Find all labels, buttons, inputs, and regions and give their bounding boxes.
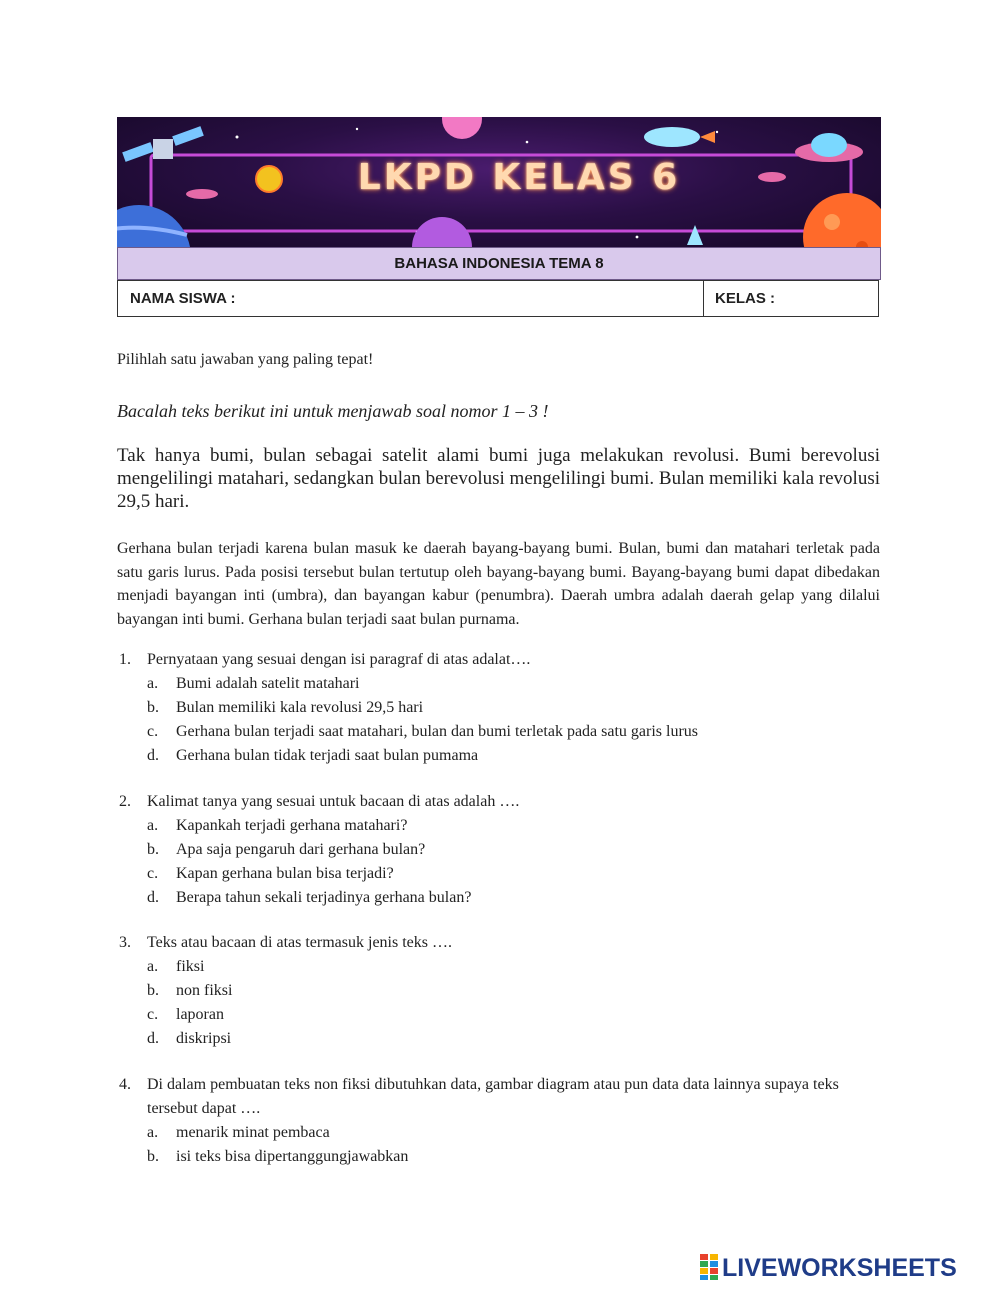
subject-title: BAHASA INDONESIA TEMA 8 bbox=[117, 247, 881, 280]
option-text: Bulan memiliki kala revolusi 29,5 hari bbox=[176, 699, 424, 716]
option-letter: b. bbox=[147, 1148, 159, 1165]
option-text: Gerhana bulan tidak terjadi saat bulan pumama bbox=[176, 747, 479, 764]
option-text: Berapa tahun sekali terjadinya gerhana bulan? bbox=[176, 889, 472, 906]
option-text: laporan bbox=[176, 1006, 224, 1023]
question-3 bbox=[117, 931, 880, 1051]
option-letter: a. bbox=[147, 817, 159, 834]
option-text: Kapan gerhana bulan bisa terjadi? bbox=[176, 865, 394, 882]
option-text: menarik minat pembaca bbox=[176, 1124, 330, 1141]
question-number: 2. bbox=[119, 793, 131, 810]
question-number: 3. bbox=[119, 934, 131, 951]
option-letter: d. bbox=[147, 747, 159, 764]
option-letter: d. bbox=[147, 1030, 159, 1047]
rocket-icon bbox=[644, 127, 715, 147]
option-c[interactable] bbox=[117, 862, 880, 886]
student-info-row bbox=[117, 280, 879, 317]
option-letter: c. bbox=[147, 865, 159, 882]
question-number: 4. bbox=[119, 1076, 131, 1093]
pink-planet-icon bbox=[442, 117, 482, 139]
option-letter: c. bbox=[147, 1006, 159, 1023]
question-stem bbox=[117, 648, 880, 672]
option-text: fiksi bbox=[176, 958, 205, 975]
option-letter: b. bbox=[147, 841, 159, 858]
main-instruction: Pilihlah satu jawaban yang paling tepat! bbox=[117, 351, 374, 368]
option-letter: d. bbox=[147, 889, 159, 906]
passage-paragraph-2: Gerhana bulan terjadi karena bulan masuk ke daerah bayang-bayang bumi. Bulan, bumi dan matahari terletak pada satu garis lurus. Pada posisi tersebut bulan tertutup oleh bayang-bayang bumi. Bayang-bayang bumi dapat dibedakan menjadi bayangan inti (umbra), dan bayangan kabur (penumbra). Daerah umbra adalah daerah gelap yang dilalui bayangan inti bumi. Gerhana bulan terjadi saat bulan purnama. bbox=[117, 540, 880, 628]
option-b[interactable] bbox=[117, 979, 880, 1003]
option-b[interactable] bbox=[117, 1145, 880, 1169]
header-banner bbox=[117, 117, 881, 247]
brand-text: LIVEWORKSHEETS bbox=[722, 1254, 957, 1282]
option-letter: b. bbox=[147, 982, 159, 999]
question-text: Teks atau bacaan di atas termasuk jenis teks …. bbox=[147, 934, 452, 951]
row-divider bbox=[703, 281, 704, 316]
question-4 bbox=[117, 1073, 880, 1169]
banner-title: LKPD KELAS 6 bbox=[357, 157, 681, 198]
option-d[interactable] bbox=[117, 886, 880, 910]
passage-paragraph-1: Tak hanya bumi, bulan sebagai satelit alami bumi juga melakukan revolusi. Bumi berevolusi mengelilingi matahari, sedangkan bulan berevolusi mengelilingi bumi. Bulan memiliki kala revolusi 29,5 hari. bbox=[117, 445, 880, 512]
question-2 bbox=[117, 790, 880, 910]
option-d[interactable] bbox=[117, 1027, 880, 1051]
question-stem bbox=[117, 931, 880, 955]
option-text: isi teks bisa dipertanggungjawabkan bbox=[176, 1148, 409, 1165]
option-text: Bumi adalah satelit matahari bbox=[176, 675, 360, 692]
option-letter: a. bbox=[147, 1124, 159, 1141]
option-letter: c. bbox=[147, 723, 159, 740]
question-1 bbox=[117, 648, 880, 768]
option-a[interactable] bbox=[117, 672, 880, 696]
option-c[interactable] bbox=[117, 720, 880, 744]
option-text: non fiksi bbox=[176, 982, 233, 999]
liveworksheets-brand[interactable] bbox=[700, 1254, 957, 1284]
orange-planet-icon bbox=[803, 193, 881, 247]
question-text: Pernyataan yang sesuai dengan isi paragraf di atas adalat…. bbox=[147, 651, 531, 668]
question-text: Di dalam pembuatan teks non fiksi dibutuhkan data, gambar diagram atau pun data data lainnya supaya teks tersebut dapat …. bbox=[147, 1076, 839, 1117]
option-a[interactable] bbox=[117, 814, 880, 838]
option-text: Kapankah terjadi gerhana matahari? bbox=[176, 817, 408, 834]
option-a[interactable] bbox=[117, 955, 880, 979]
option-c[interactable] bbox=[117, 1003, 880, 1027]
option-text: Apa saja pengaruh dari gerhana bulan? bbox=[176, 841, 426, 858]
student-name-label: NAMA SISWA : bbox=[130, 290, 236, 307]
option-letter: a. bbox=[147, 675, 159, 692]
option-letter: b. bbox=[147, 699, 159, 716]
small-rocket-icon bbox=[687, 225, 703, 245]
option-b[interactable] bbox=[117, 696, 880, 720]
question-text: Kalimat tanya yang sesuai untuk bacaan di atas adalah …. bbox=[147, 793, 520, 810]
question-stem bbox=[117, 1073, 880, 1121]
liveworksheets-logo-icon bbox=[700, 1254, 718, 1280]
question-number: 1. bbox=[119, 651, 131, 668]
option-letter: a. bbox=[147, 958, 159, 975]
class-label: KELAS : bbox=[715, 290, 775, 307]
option-d[interactable] bbox=[117, 744, 880, 768]
purple-planet-icon bbox=[412, 217, 472, 247]
option-text: diskripsi bbox=[176, 1030, 232, 1047]
option-b[interactable] bbox=[117, 838, 880, 862]
question-stem bbox=[117, 790, 880, 814]
reading-instruction: Bacalah teks berikut ini untuk menjawab soal nomor 1 – 3 ! bbox=[117, 401, 549, 421]
option-a[interactable] bbox=[117, 1121, 880, 1145]
option-text: Gerhana bulan terjadi saat matahari, bulan dan bumi terletak pada satu garis lurus bbox=[176, 723, 699, 740]
